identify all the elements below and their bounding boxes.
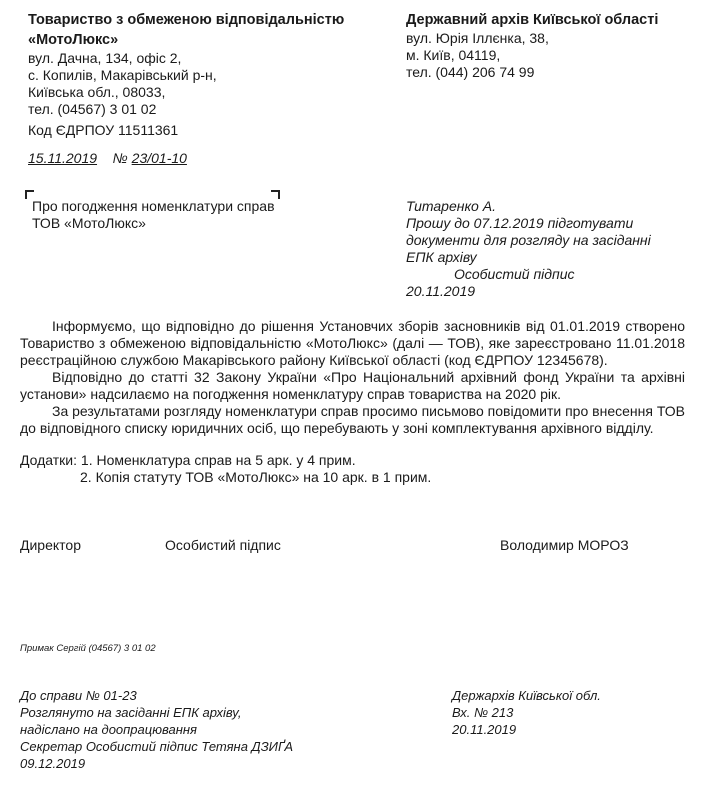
subject-line1: Про погодження номенклатури справ bbox=[32, 198, 275, 214]
file-note-line: 09.12.2019 bbox=[20, 756, 86, 771]
sender-name-line1: Товариство з обмеженою відповідальністю bbox=[28, 12, 345, 28]
document-number-label: № bbox=[112, 150, 128, 166]
attachments-label: Додатки: bbox=[20, 452, 78, 468]
sender-block bbox=[28, 10, 368, 139]
resolution-date: 20.11.2019 bbox=[406, 283, 476, 299]
body-paragraph: За результатами розгляду номенклатури справ просимо письмово повідомити про внесення ТОВ до відповідного списку юридичних осіб, що перебувають у зоні комплектування архівного відділу. bbox=[20, 403, 685, 436]
document-number: 23/01-10 bbox=[131, 150, 187, 166]
resolution-line: Титаренко А. bbox=[406, 198, 496, 214]
registry-stamp bbox=[452, 687, 601, 738]
sender-address-line: с. Копилів, Макарівський р-н, bbox=[28, 67, 217, 83]
recipient-address-line: м. Київ, 04119, bbox=[406, 47, 501, 63]
registry-stamp-line: Вх. № 213 bbox=[452, 705, 514, 720]
sender-name-line2: «МотоЛюкс» bbox=[28, 32, 119, 48]
signer-name: Володимир МОРОЗ bbox=[500, 537, 629, 553]
body-paragraph: Інформуємо, що відповідно до рішення Установчих зборів засновників від 01.01.2019 створено Товариство з обмеженою відповідальністю «МотоЛюкс» (далі — ТОВ), яке зареєстровано 11.01.2018 реєстраційною службою Макарівського району Київської області (код ЄДРПОУ 12345678). bbox=[20, 318, 685, 368]
resolution-line: документи для розгляду на засіданні bbox=[406, 232, 651, 248]
file-note-line: До справи № 01-23 bbox=[20, 688, 137, 703]
file-note-line: Секретар Особистий підпис Тетяна ДЗИҐА bbox=[20, 739, 294, 754]
recipient-address-line: тел. (044) 206 74 99 bbox=[406, 64, 535, 80]
attachment-item: 2. Копія статуту ТОВ «МотоЛюкс» на 10 арк. в 1 прим. bbox=[80, 469, 432, 485]
recipient-name: Державний архів Київської області bbox=[406, 12, 659, 28]
resolution-line: ЕПК архіву bbox=[406, 249, 477, 265]
body-paragraph: Відповідно до статті 32 Закону України «Про Національний архівний фонд України та архівні установи» надсилаємо на погодження номенклатуру справ товариства на 2020 рік. bbox=[20, 369, 685, 402]
file-note-block bbox=[20, 687, 293, 772]
file-note-line: надіслано на доопрацювання bbox=[20, 722, 197, 737]
recipient-block bbox=[406, 10, 706, 81]
attachment-item: 1. Номенклатура справ на 5 арк. у 4 прим. bbox=[80, 452, 356, 468]
signer-signature: Особистий підпис bbox=[165, 537, 281, 553]
attachments-block bbox=[20, 452, 431, 486]
resolution-line: Прошу до 07.12.2019 підготувати bbox=[406, 215, 634, 231]
resolution-signature: Особистий підпис bbox=[454, 266, 575, 282]
subject-block bbox=[32, 198, 275, 232]
sender-address-line: вул. Дачна, 134, офіс 2, bbox=[28, 50, 182, 66]
registry-stamp-line: 20.11.2019 bbox=[452, 722, 517, 737]
file-note-line: Розглянуто на засіданні ЕПК архіву, bbox=[20, 705, 242, 720]
sender-edrpou: Код ЄДРПОУ 11511361 bbox=[28, 122, 179, 138]
recipient-address-line: вул. Юрія Іллєнка, 38, bbox=[406, 30, 549, 46]
registry-stamp-line: Держархів Київської обл. bbox=[452, 688, 601, 703]
letter-body bbox=[20, 318, 685, 437]
signer-position: Директор bbox=[20, 537, 81, 553]
sender-address-line: тел. (04567) 3 01 02 bbox=[28, 101, 157, 117]
sender-address-line: Київська обл., 08033, bbox=[28, 84, 166, 100]
subject-line2: ТОВ «МотоЛюкс» bbox=[32, 215, 146, 231]
resolution-block bbox=[406, 198, 651, 300]
document-reference bbox=[28, 150, 187, 166]
executor-info: Примак Сергій (04567) 3 01 02 bbox=[20, 643, 156, 654]
document-date: 15.11.2019 bbox=[28, 150, 98, 166]
